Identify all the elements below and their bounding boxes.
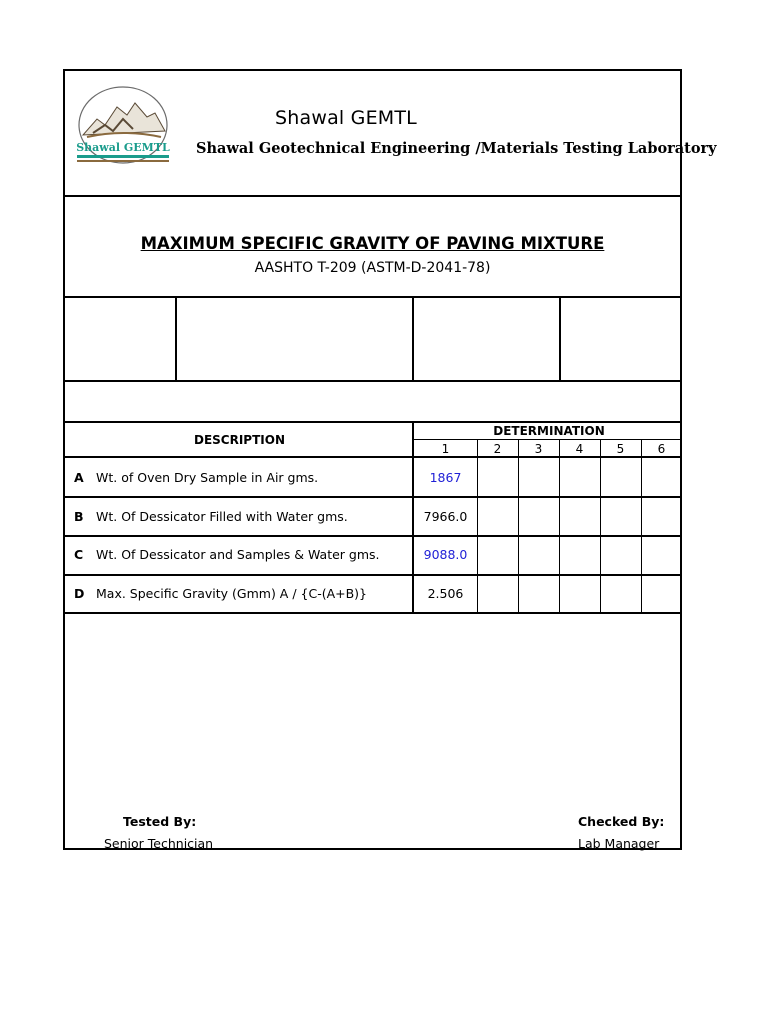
divider (65, 195, 680, 197)
checked-by-label: Checked By: (578, 814, 665, 829)
column-number: 2 (493, 442, 502, 456)
divider (65, 421, 680, 423)
report-title: MAXIMUM SPECIFIC GRAVITY OF PAVING MIXTURE (140, 234, 605, 253)
row-letter: C (74, 547, 84, 562)
table-column-line (641, 439, 642, 612)
divider (65, 380, 680, 382)
table-column-line (518, 439, 519, 612)
row-description: Wt. Of Dessicator and Samples & Water gms. (96, 547, 380, 562)
column-number: 3 (534, 442, 543, 456)
row-divider (65, 535, 680, 537)
row-value: 2.506 (427, 586, 464, 601)
logo-text: Shawal GEMTL (76, 141, 170, 154)
row-letter: D (74, 586, 85, 601)
row-letter: B (74, 509, 84, 524)
table-column-line (600, 439, 601, 612)
info-box-divider (412, 296, 414, 380)
column-number: 5 (616, 442, 625, 456)
row-description: Wt. Of Dessicator Filled with Water gms. (96, 509, 348, 524)
info-box-divider (175, 296, 177, 380)
description-header: DESCRIPTION (193, 433, 285, 447)
test-report-sheet (63, 69, 717, 851)
row-letter: A (74, 470, 84, 485)
row-divider (65, 496, 680, 498)
table-column-line (477, 439, 478, 612)
company-name: Shawal GEMTL (275, 107, 417, 129)
table-header-divider (65, 456, 680, 458)
row-value: 1867 (429, 470, 462, 485)
company-logo (75, 85, 171, 169)
table-column-line (559, 439, 560, 612)
row-description: Max. Specific Gravity (Gmm) A / {C-(A+B)} (96, 586, 368, 601)
company-subtitle: Shawal Geotechnical Engineering /Materials Testing Laboratory (196, 140, 717, 157)
info-box-divider (559, 296, 561, 380)
row-value: 9088.0 (423, 547, 468, 562)
table-bottom-divider (65, 612, 680, 614)
determination-header: DETERMINATION (493, 424, 605, 438)
row-description: Wt. of Oven Dry Sample in Air gms. (96, 470, 319, 485)
row-divider (65, 574, 680, 576)
column-number: 6 (657, 442, 666, 456)
report-standard: AASHTO T-209 (ASTM-D-2041-78) (254, 260, 491, 276)
divider (65, 296, 680, 298)
column-number: 4 (575, 442, 584, 456)
column-number: 1 (441, 442, 450, 456)
checked-by-role: Lab Manager (578, 836, 660, 851)
tested-by-label: Tested By: (123, 814, 197, 829)
tested-by-role: Senior Technician (104, 836, 214, 851)
row-value: 7966.0 (423, 509, 468, 524)
